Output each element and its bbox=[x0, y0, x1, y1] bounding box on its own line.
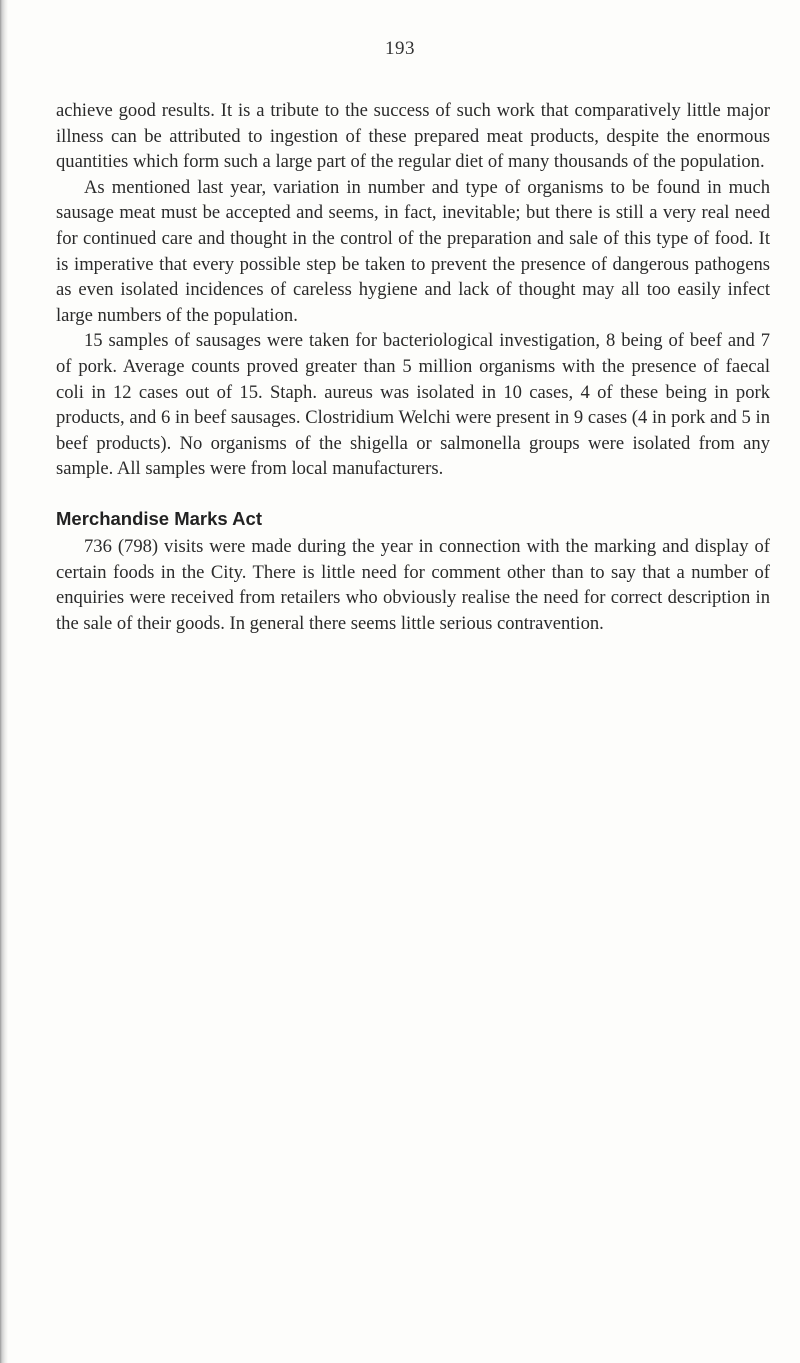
paragraph-merchandise-marks: 736 (798) visits were made during the year in connection with the marking and display of certain foods in the City. There is little need for comment other than to say that a number of enquiries were received from retailers who obviously realise the need for correct description in the sale of their goods. In general there seems little serious contravention. bbox=[56, 535, 770, 634]
paragraph-continuation: achieve good results. It is a tribute to the success of such work that comparatively little major illness can be attributed to ingestion of these prepared meat products, despite the enormous quantities which form such a large part of the regular diet of many thousands of the population. bbox=[56, 100, 770, 173]
paragraph-sausage-samples: 15 samples of sausages were taken for bacteriological investigation, 8 being of beef and 7 of pork. Average counts proved greater than 5 million organisms with the presence of faecal coli in 12 cases out of 15. Staph. aureus was isolated in 10 cases, 4 of these being in pork products, and 6 in beef sausages. Clostridium Welchi were present in 9 cases (4 in pork and 5 in beef products). No organisms of the shigella or salmonella groups were isolated from any sample. All samples were from local manufacturers. bbox=[56, 330, 770, 480]
page-number: 193 bbox=[385, 38, 415, 59]
paragraph-sausage-organisms: As mentioned last year, variation in number and type of organisms to be found in much sausage meat must be accepted and seems, in fact, inevitable; but there is still a very real need for continued care and thought in the control of the preparation and sale of this type of food. It is imperative that every possible step be taken to prevent the presence of dangerous pathogens as even isolated incidences of careless hygiene and lack of thought may all too easily infect large numbers of the population. bbox=[56, 176, 770, 326]
page-binding-edge bbox=[0, 0, 8, 1363]
section-heading-merchandise-marks-act: Merchandise Marks Act bbox=[56, 507, 262, 529]
page-body bbox=[56, 98, 770, 636]
